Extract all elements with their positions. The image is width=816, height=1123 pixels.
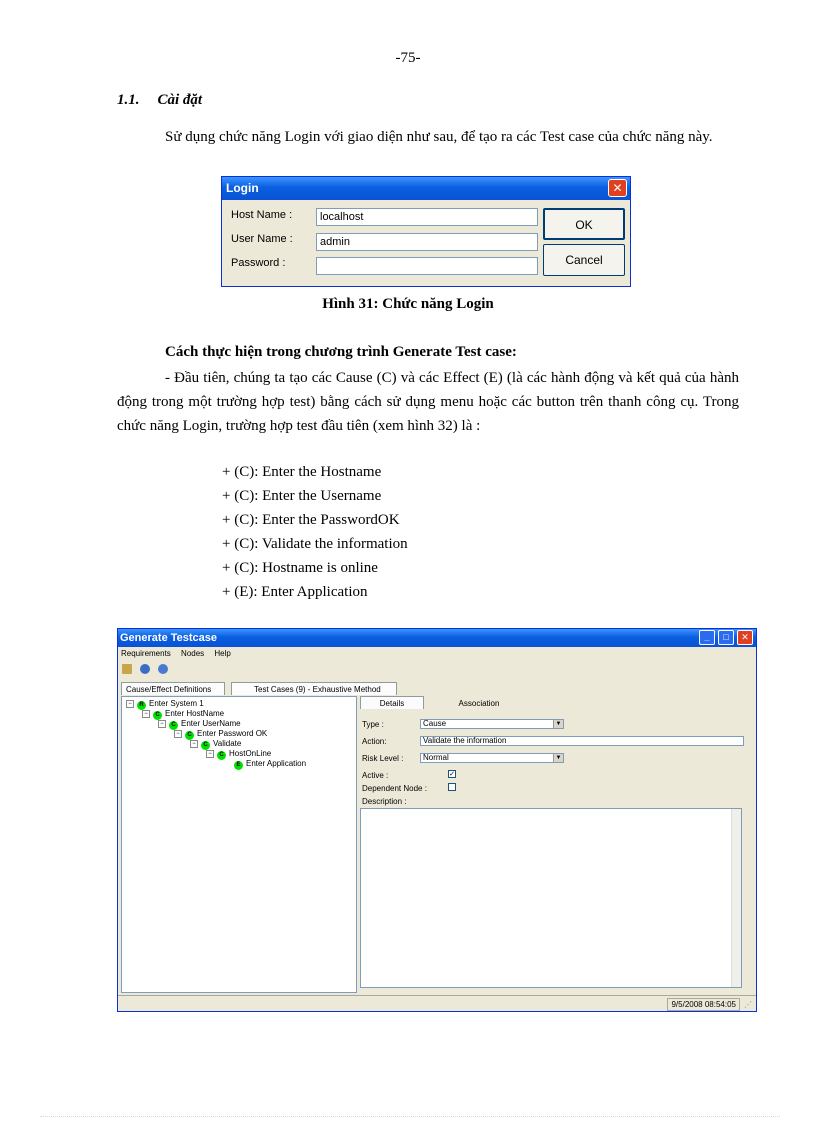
password-field[interactable] — [316, 257, 538, 275]
node-badge: C — [153, 711, 162, 720]
maximize-icon[interactable]: □ — [718, 630, 734, 645]
description-textarea[interactable] — [360, 808, 742, 988]
list-item: + (C): Hostname is online — [222, 560, 378, 576]
method-paragraph: - Đầu tiên, chúng ta tạo các Cause (C) và các Effect (E) (là các hành động và kết quả của hành động trong một trường hợp test) bằng cách sử dụng menu hoặc các button trên thanh công cụ. Trong chức năng Login, trường hợp test đầu tiên (xem hình 32) là : — [117, 370, 739, 434]
user-name-field[interactable]: admin — [316, 233, 538, 251]
section-number: 1.1. — [117, 92, 140, 108]
password-label: Password : — [231, 257, 286, 269]
menu-bar — [121, 648, 239, 660]
type-value: Cause — [423, 719, 447, 728]
active-label: Active : — [362, 771, 389, 780]
tree-node-label: Enter System 1 — [149, 699, 204, 708]
active-checkbox[interactable]: ✓ — [449, 771, 455, 778]
tree-node[interactable] — [158, 719, 241, 729]
section-title: Cài đặt — [157, 92, 203, 108]
vertical-scrollbar[interactable] — [731, 809, 741, 987]
risk-level-label: Risk Level : — [362, 754, 404, 763]
tree-node-label: Enter Application — [246, 759, 307, 768]
subheading: Cách thực hiện trong chương trình Generate Test case: — [165, 344, 517, 360]
node-badge: E — [234, 761, 243, 770]
details-panel — [360, 696, 744, 993]
tab-cause-effect[interactable]: Cause/Effect Definitions — [121, 682, 225, 695]
menu-help[interactable]: Help — [214, 649, 231, 658]
status-bar — [118, 995, 756, 1011]
collapse-icon[interactable]: − — [158, 720, 166, 728]
host-name-field[interactable]: localhost — [316, 208, 538, 226]
tab-association[interactable]: Association — [458, 699, 500, 708]
risk-level-value: Normal — [423, 753, 449, 762]
action-label: Action: — [362, 737, 387, 746]
node-badge: C — [201, 741, 210, 750]
chevron-down-icon[interactable]: ▼ — [553, 720, 563, 728]
list-item: + (C): Enter the Hostname — [222, 464, 382, 480]
add-node-icon[interactable] — [122, 664, 132, 674]
node-badge: R — [137, 701, 146, 710]
tree-node[interactable] — [206, 749, 271, 759]
tab-test-cases[interactable]: Test Cases (9) - Exhaustive Method — [231, 682, 397, 695]
tree-node[interactable] — [234, 759, 306, 769]
tree-node[interactable] — [126, 699, 204, 709]
collapse-icon[interactable]: − — [126, 700, 134, 708]
login-title-bar — [222, 177, 630, 200]
node-badge: C — [217, 751, 226, 760]
tree-node[interactable] — [190, 739, 241, 749]
login-dialog — [221, 176, 631, 287]
tree-node-label: Validate — [213, 739, 242, 748]
toolbar — [122, 664, 174, 674]
collapse-icon[interactable]: − — [190, 740, 198, 748]
tree-node[interactable] — [142, 709, 224, 719]
tree-node[interactable] — [174, 729, 267, 739]
section-heading — [117, 92, 202, 109]
generate-icon[interactable] — [158, 664, 168, 674]
list-item: + (C): Enter the PasswordOK — [222, 512, 400, 528]
tree-node-label: Enter HostName — [165, 709, 225, 718]
page-number: -75- — [395, 50, 421, 66]
page-footer-divider — [40, 1116, 780, 1117]
dependent-node-label: Dependent Node : — [362, 784, 427, 793]
action-field[interactable]: Validate the information — [420, 736, 744, 746]
risk-level-select[interactable] — [420, 753, 564, 763]
cause-effect-list — [222, 460, 408, 604]
dependent-node-checkbox[interactable] — [448, 783, 456, 791]
user-name-label: User Name : — [231, 233, 293, 245]
minimize-icon[interactable]: _ — [699, 630, 715, 645]
node-badge: C — [169, 721, 178, 730]
tree-node-label: Enter Password OK — [197, 729, 268, 738]
close-icon[interactable]: ✕ — [608, 179, 627, 197]
menu-requirements[interactable]: Requirements — [121, 649, 171, 658]
tab-details[interactable]: Details — [360, 696, 424, 709]
collapse-icon[interactable]: − — [206, 750, 214, 758]
ok-button[interactable]: OK — [543, 208, 625, 240]
resize-grip-icon[interactable]: ⋰ — [744, 1000, 752, 1009]
collapse-icon[interactable]: − — [142, 710, 150, 718]
type-select[interactable] — [420, 719, 564, 729]
figure-31-caption: Hình 31: Chức năng Login — [322, 296, 494, 312]
list-item: + (C): Enter the Username — [222, 488, 382, 504]
type-label: Type : — [362, 720, 384, 729]
cause-effect-tree — [121, 696, 357, 993]
node-badge: C — [185, 731, 194, 740]
tree-node-label: HostOnLine — [229, 749, 272, 758]
window-title: Generate Testcase — [120, 632, 218, 644]
window-title-bar — [118, 629, 756, 647]
status-datetime: 9/5/2008 08:54:05 — [667, 998, 740, 1011]
requirement-icon[interactable] — [140, 664, 150, 674]
list-item: + (E): Enter Application — [222, 584, 368, 600]
chevron-down-icon[interactable]: ▼ — [553, 754, 563, 762]
collapse-icon[interactable]: − — [174, 730, 182, 738]
intro-paragraph: Sử dụng chức năng Login với giao diện như sau, để tạo ra các Test case của chức năng này. — [165, 129, 713, 145]
list-item: + (C): Validate the information — [222, 536, 408, 552]
host-name-label: Host Name : — [231, 209, 293, 221]
description-label: Description : — [362, 797, 407, 806]
tree-node-label: Enter UserName — [181, 719, 241, 728]
login-title: Login — [226, 181, 259, 195]
menu-nodes[interactable]: Nodes — [181, 649, 205, 658]
generate-testcase-window — [117, 628, 757, 1012]
cancel-button[interactable]: Cancel — [543, 244, 625, 276]
close-icon[interactable]: ✕ — [737, 630, 753, 645]
